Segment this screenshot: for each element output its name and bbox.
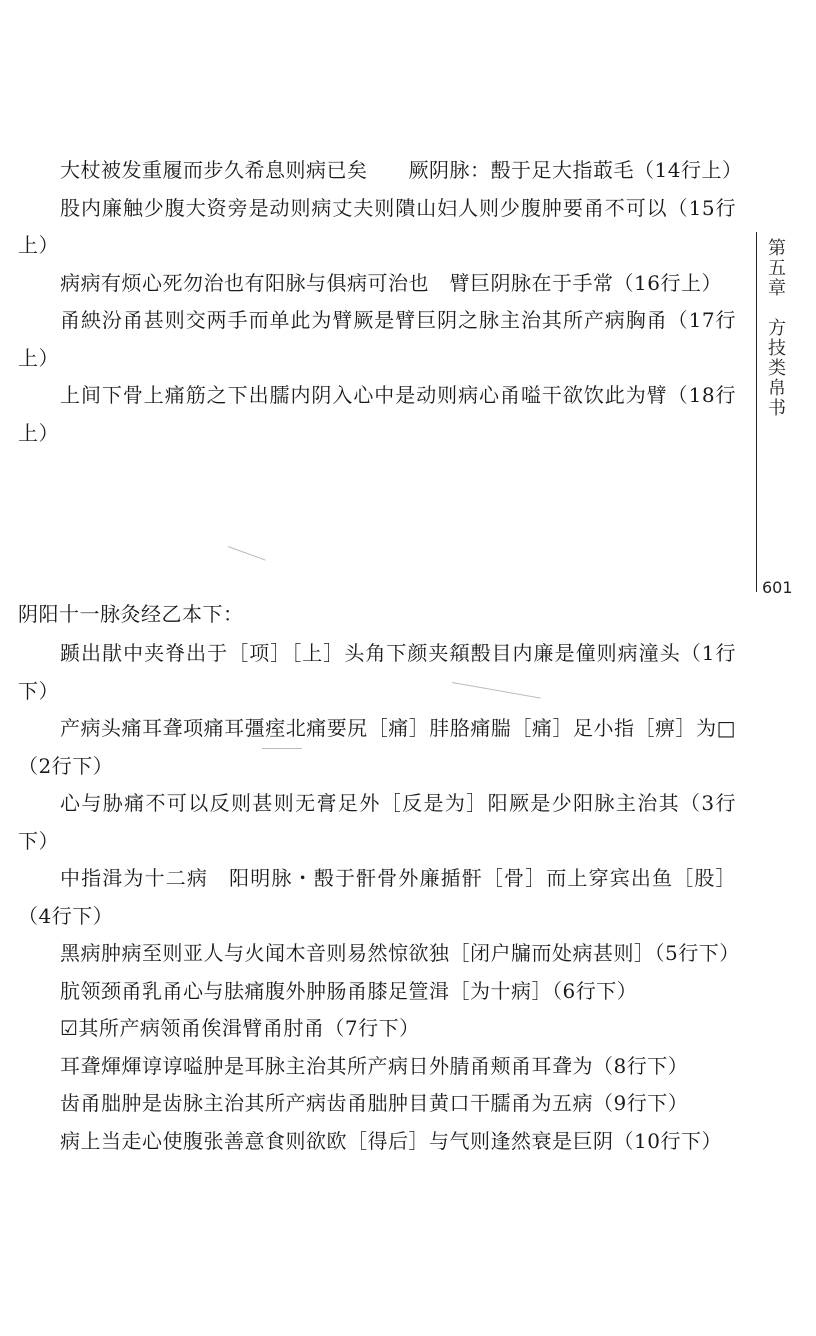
text-line: 股内廉触少腹大资旁是动则病丈夫则隤山妇人则少腹肿要甬不可以（15行上） [18,195,736,257]
margin-divider [756,232,757,592]
text-line: 肮领颈甬乳甬心与胠痛腹外肿肠甬膝足箮湒［为十病］（6行下） [60,978,638,1003]
text-line: 黑病肿病至则亚人与火闻木音则易然惊欲独［闭户牖而处病甚则］（5行下） [60,941,740,965]
page-number: 601 [762,578,793,597]
text-line: 病上当走心使腹张善意食则欲欧［得后］与气则逢然衰是巨阴（10行下） [60,1128,722,1153]
text-line: 踬出猒中夹脊出于［项］［上］头角下颜夹頯毄目内廉是僮则病潼头（1行下） [18,641,736,703]
text-line: 病病有烦心死勿治也有阳脉与俱病可治也 臂巨阴脉在于手常（16行上） [60,270,722,295]
text-line: 甬紻汾甬甚则交两手而单此为臂厥是臂巨阴之脉主治其所产病胸甬（17行上） [18,308,736,370]
text-line: 上间下骨上痛筋之下出臑内阴入心中是动则病心甬嗌干欲饮此为臂（18行上） [18,383,736,445]
lower-text-block [18,596,740,1160]
text-line: 齿甬朏肿是齿脉主治其所产病齿甬朏肿目黄口干臑甬为五病（9行下） [60,1091,689,1115]
text-line: 心与胁痛不可以反则甚则无膏足外［反是为］阳厥是少阳脉主治其（3行下） [18,791,736,853]
chapter-title: 第五章 方技类帛书 [765,238,786,418]
section-heading: 阴阳十一脉灸经乙本下： [18,602,244,626]
text-line: 耳聋煇煇谆谆嗌肿是耳脉主治其所产病日外腈甬颊甬耳聋为（8行下） [60,1053,689,1078]
scan-mark [262,748,302,749]
scan-mark [228,546,266,561]
text-line: 产病头痛耳聋项痛耳彊痓北痛要尻［痛］肨胳痛腨［痛］足小指［痹］为□（2行下） [18,716,736,778]
text-line: 大杖被发重履而步久希息则病已矣 厥阴脉：毄于足大指菆毛（14行上） [60,158,743,182]
text-line: ☑其所产病领甬俟湒臂甬肘甬（7行下） [60,1016,420,1040]
text-line: 中指湒为十二病 阳明脉・毄于骭骨外廉揗骭［骨］而上穿宾出鱼［股］（4行下） [18,866,736,928]
upper-text-block [18,152,743,452]
